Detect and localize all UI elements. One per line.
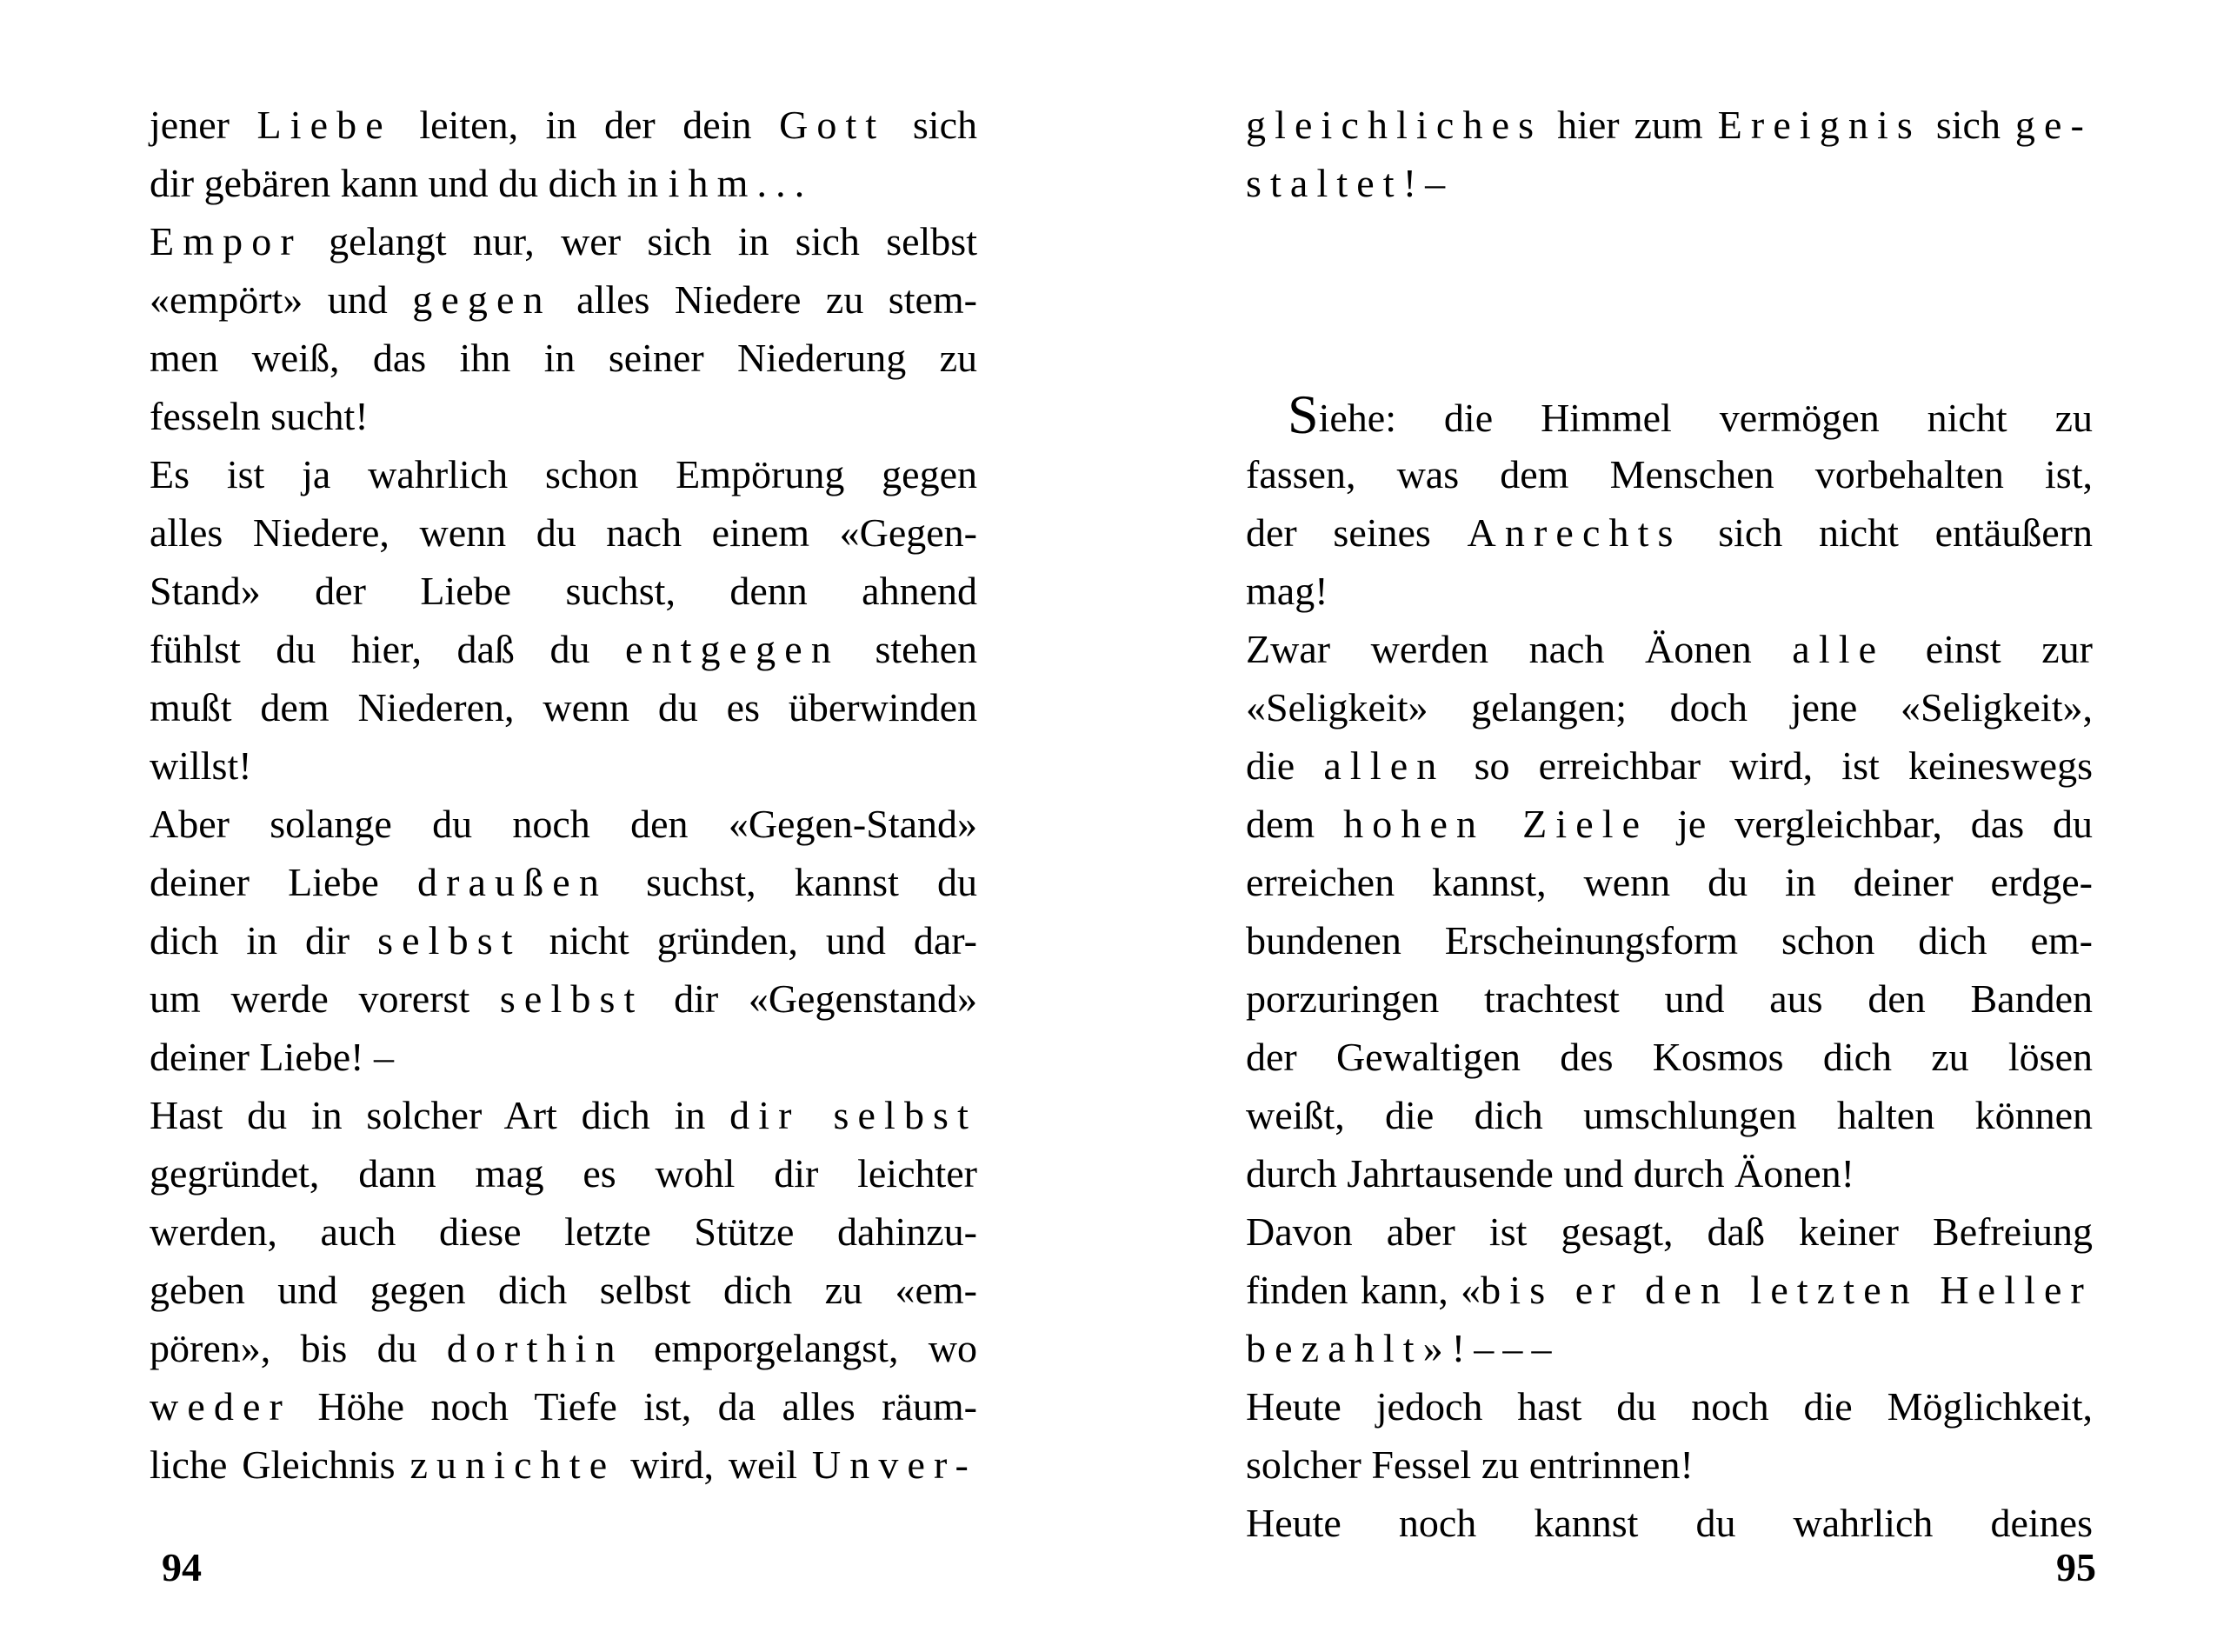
text-line [150,969,977,1028]
text-line [1246,853,2093,911]
text-segment: jener [150,103,257,147]
emphasized-text: Unver- [811,1442,977,1487]
text-segment: finden kann, « [1246,1268,1481,1312]
text-line [150,96,977,154]
text-line [1246,96,2093,154]
text-line [150,853,977,911]
emphasized-text: selbst [377,918,522,963]
emphasized-text: weder [150,1384,291,1429]
text-segment: pören», bis du [150,1326,447,1370]
text-segment: Es ist ja wahrlich schon Empörung gegen [150,452,977,496]
text-line [1246,1377,2093,1436]
right-page-text [1246,96,2093,1552]
text-line [150,270,977,329]
emphasized-text: allen [1323,743,1446,788]
emphasized-text: selbst [499,976,644,1021]
text-segment: die [1246,743,1324,788]
text-segment: deiner Liebe! – [150,1035,394,1079]
text-line [150,678,977,736]
left-page-text [150,96,977,1494]
text-segment: gelangt nur, wer sich in sich selbst [302,219,977,263]
text-segment: liche Gleichnis [150,1442,410,1487]
text-line [1246,1028,2093,1086]
emphasized-text: ihm... [668,161,814,205]
text-segment: werden, auch diese letzte Stütze dahinzu- [150,1209,977,1254]
text-line [150,503,977,562]
text-segment: dem [1246,802,1344,846]
text-line [150,1436,977,1494]
text-line [150,212,977,270]
text-segment: gegründet, dann mag es wohl dir leichter [150,1151,977,1196]
text-line [150,1144,977,1202]
text-segment: einst zur [1885,627,2093,671]
page-number-right: 95 [2056,1545,2096,1589]
emphasized-text: staltet!– [1246,161,1455,205]
emphasized-text: dir selbst [729,1093,977,1137]
text-segment: der seines [1246,510,1468,555]
text-line [1246,1436,2093,1494]
left-page [0,0,1108,1652]
text-segment: Hast du in solcher Art dich in [150,1093,730,1137]
text-line [1246,445,2093,503]
text-segment: leiten, in der dein [391,103,780,147]
text-line [1246,154,2093,212]
text-line [150,1202,977,1261]
text-segment: sich nicht entäußern [1681,510,2093,555]
text-line [1246,678,2093,736]
text-line [150,911,977,969]
text-segment: dir gebären kann und du dich in [150,161,669,205]
text-line [150,387,977,445]
emphasized-text: hohen Ziele [1343,802,1649,846]
text-line [1246,1319,2093,1377]
emphasized-text: entgegen [624,627,840,671]
text-segment: dir «Gegenstand» [643,976,977,1021]
text-segment: wird, weil [616,1442,812,1487]
emphasized-text: Empor [150,219,303,263]
text-segment: iehe: die Himmel vermögen nicht zu [1318,396,2093,440]
text-segment: Stand» der Liebe suchst, denn ahnend [150,569,977,613]
text-segment: hier zum [1542,103,1718,147]
text-segment: porzuringen trachtest und aus den Banden [1246,976,2093,1021]
text-line [1246,562,2093,620]
text-line [1246,503,2093,562]
text-line [1246,911,2093,969]
text-segment: je vergleichbar, das du [1648,802,2093,846]
text-segment: fassen, was dem Menschen vorbehalten ist, [1246,452,2093,496]
emphasized-text: Anrechts [1467,510,1682,555]
text-segment: weißt, die dich umschlungen halten können [1246,1093,2093,1137]
text-segment: Heute noch kannst du wahrlich deines [1246,1501,2093,1545]
text-segment: Davon aber ist gesagt, daß keiner Befreiung [1246,1209,2093,1254]
text-segment: durch Jahrtausende und durch Äonen! [1246,1151,1854,1196]
emphasized-text: zunichte [409,1442,616,1487]
text-line [150,620,977,678]
text-segment: mußt dem Niederen, wenn du es überwinden [150,685,977,729]
text-segment: sich [885,103,977,147]
emphasized-text: alle [1792,627,1886,671]
text-segment: um werde vorerst [150,976,500,1021]
section-break [1246,212,2093,387]
text-segment: alles Niedere, wenn du nach einem «Gegen- [150,510,977,555]
emphasized-text: gleichliches [1246,103,1543,147]
text-segment: fesseln sucht! [150,394,369,438]
text-segment: stehen [839,627,978,671]
text-segment: emporgelangst, wo [623,1326,977,1370]
text-segment: erreichen kannst, wenn du in deiner erdge- [1246,860,2093,904]
text-line [1246,620,2093,678]
text-segment: deiner Liebe [150,860,417,904]
text-segment: «empört» und [150,277,413,322]
text-segment: bundenen Erscheinungsform schon dich em- [1246,918,2093,963]
emphasized-text: Gott [779,103,886,147]
emphasized-text: bezahlt»!––– [1246,1326,1561,1370]
text-line [150,562,977,620]
emphasized-text: bis er den letzten Heller [1481,1268,2093,1312]
text-segment: geben und gegen dich selbst dich zu «em- [150,1268,977,1312]
text-segment: sich [1921,103,2015,147]
text-line [1246,1202,2093,1261]
text-line [1246,969,2093,1028]
text-segment: willst! [150,743,252,788]
text-line [150,1086,977,1144]
text-line [150,1377,977,1436]
text-segment: fühlst du hier, daß du [150,627,625,671]
text-segment: alles Niedere zu stem- [551,277,978,322]
text-line [1246,383,2093,445]
text-segment: solcher Fessel zu entrinnen! [1246,1442,1694,1487]
initial-letter: S [1288,383,1319,445]
emphasized-text: gegen [412,277,552,322]
text-line [150,1028,977,1086]
text-line [150,795,977,853]
text-segment: Höhe noch Tiefe ist, da alles räum- [290,1384,977,1429]
text-line [1246,736,2093,795]
emphasized-text: Ereignis [1717,103,1921,147]
text-line [1246,795,2093,853]
text-segment: der Gewaltigen des Kosmos dich zu lösen [1246,1035,2093,1079]
emphasized-text: ge- [2014,103,2093,147]
emphasized-text: dorthin [446,1326,624,1370]
emphasized-text: draußen [416,860,608,904]
text-line [150,154,977,212]
text-line [150,445,977,503]
text-line [150,1261,977,1319]
text-segment: dich in dir [150,918,378,963]
text-segment: Zwar werden nach Äonen [1246,627,1793,671]
page-number-left: 94 [162,1545,202,1589]
text-segment: so erreichbar wird, ist keineswegs [1445,743,2093,788]
text-segment: Heute jedoch hast du noch die Möglichkeit, [1246,1384,2093,1429]
text-segment: nicht gründen, und dar- [521,918,977,963]
right-page [1108,0,2217,1652]
emphasized-text: Liebe [256,103,392,147]
text-line [1246,1261,2093,1319]
text-line [1246,1144,2093,1202]
text-segment: mag! [1246,569,1328,613]
text-segment: men weiß, das ihn in seiner Niederung zu [150,336,977,380]
text-line [1246,1494,2093,1552]
text-line [150,329,977,387]
text-segment: suchst, kannst du [607,860,977,904]
text-line [150,1319,977,1377]
text-line [150,736,977,795]
text-segment: Aber solange du noch den «Gegen-Stand» [150,802,977,846]
text-line [1246,1086,2093,1144]
text-segment: «Seligkeit» gelangen; doch jene «Seligkeit», [1246,685,2093,729]
